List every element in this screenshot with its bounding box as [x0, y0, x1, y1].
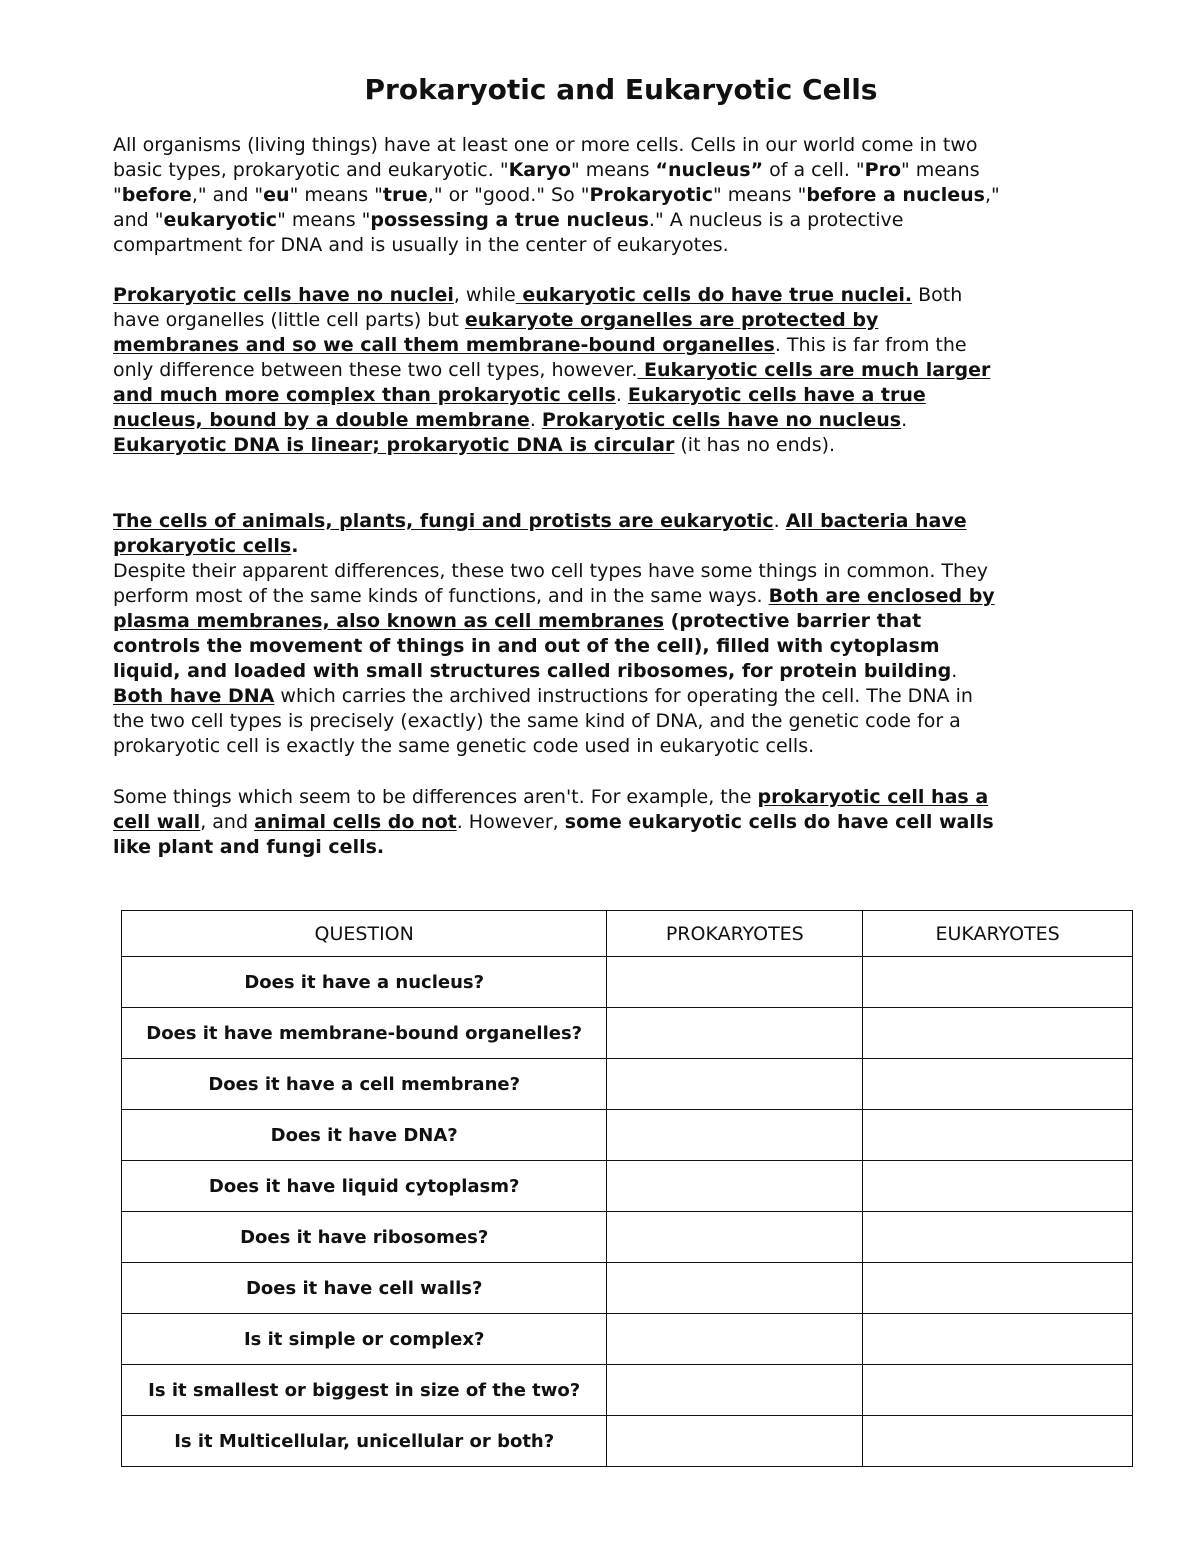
bold-emphasis: controls the movement of things in and out of the cell), filled with cytoplasm [113, 635, 940, 657]
underlined-emphasis: plasma membranes, also known as cell membranes [113, 610, 665, 632]
table-header-row [122, 911, 1133, 957]
question-cell: Does it have ribosomes? [122, 1212, 607, 1263]
prokaryotes-answer-cell[interactable] [607, 1212, 863, 1263]
text-line [113, 534, 1123, 559]
table-row [122, 1212, 1133, 1263]
text-run: " means [901, 159, 980, 181]
text-line [113, 158, 1123, 183]
text-run: Some things which seem to be differences aren't. For example, the [113, 786, 758, 808]
prokaryotes-answer-cell[interactable] [607, 1314, 863, 1365]
bold-emphasis: possessing a true nucleus [370, 209, 649, 231]
text-line [113, 133, 1123, 158]
bold-emphasis: Pro [864, 159, 902, 181]
text-line [113, 785, 1123, 810]
text-run: the two cell types is precisely (exactly) the same kind of DNA, and the genetic code for a [113, 710, 961, 732]
question-cell: Is it smallest or biggest in size of the two? [122, 1365, 607, 1416]
text-run: Despite their apparent differences, these two cell types have some things in common. They [113, 560, 989, 582]
underlined-emphasis: membranes and so we call them membrane-bound organelles [113, 334, 775, 356]
question-cell: Does it have a cell membrane? [122, 1059, 607, 1110]
underlined-emphasis: Eukaryotic DNA is linear; prokaryotic DNA is circular [113, 434, 675, 456]
text-run: Both [912, 284, 963, 306]
table-row [122, 1059, 1133, 1110]
text-run: . This is far from the [774, 334, 967, 356]
bold-emphasis: eukaryotic [163, 209, 278, 231]
table-row [122, 1161, 1133, 1212]
text-line [113, 383, 1123, 408]
text-line [113, 584, 1123, 609]
bold-emphasis: some eukaryotic cells do have cell walls [564, 811, 994, 833]
eukaryotes-answer-cell[interactable] [863, 1314, 1133, 1365]
table-row [122, 957, 1133, 1008]
question-cell: Is it Multicellular, unicellular or both? [122, 1416, 607, 1467]
text-line [113, 734, 1123, 759]
prokaryotes-answer-cell[interactable] [607, 1059, 863, 1110]
bold-emphasis: Karyo [508, 159, 571, 181]
text-line [113, 684, 1123, 709]
bold-emphasis: eu [263, 184, 290, 206]
text-run: ," [984, 184, 1000, 206]
text-line [113, 333, 1123, 358]
header-prokaryotes: PROKARYOTES [607, 911, 863, 957]
underlined-emphasis: cell wall [113, 811, 201, 833]
eukaryotes-answer-cell[interactable] [863, 1161, 1133, 1212]
header-question: QUESTION [122, 911, 607, 957]
text-run: (it has no ends). [674, 434, 836, 456]
underlined-emphasis: Prokaryotic cells have no nuclei [113, 284, 454, 306]
text-run: . However, [456, 811, 565, 833]
similarities-paragraph [113, 509, 1123, 759]
text-line [113, 433, 1123, 458]
bold-emphasis: (protective barrier that [664, 610, 922, 632]
text-line [113, 408, 1123, 433]
bold-emphasis: before [121, 184, 192, 206]
text-run: . [901, 409, 908, 431]
text-run: . [615, 384, 628, 406]
table-row [122, 1008, 1133, 1059]
text-run: and " [113, 209, 164, 231]
text-run: basic types, prokaryotic and eukaryotic. " [113, 159, 509, 181]
prokaryotes-answer-cell[interactable] [607, 1008, 863, 1059]
question-cell: Does it have liquid cytoplasm? [122, 1161, 607, 1212]
question-cell: Does it have DNA? [122, 1110, 607, 1161]
bold-emphasis: “nucleus” [655, 159, 764, 181]
text-run: . [951, 660, 958, 682]
bold-emphasis: true [382, 184, 428, 206]
text-line [113, 709, 1123, 734]
text-run: " means " [289, 184, 383, 206]
table-row [122, 1263, 1133, 1314]
text-run: . [773, 510, 786, 532]
bold-emphasis: liquid, and loaded with small structures called ribosomes, for protein building [113, 660, 952, 682]
text-line [113, 835, 1123, 860]
prokaryotes-answer-cell[interactable] [607, 1110, 863, 1161]
underlined-emphasis: All bacteria have [785, 510, 967, 532]
eukaryotes-answer-cell[interactable] [863, 1416, 1133, 1467]
underlined-emphasis: Both have DNA [113, 685, 275, 707]
eukaryotes-answer-cell[interactable] [863, 1365, 1133, 1416]
question-cell: Does it have membrane-bound organelles? [122, 1008, 607, 1059]
text-run: perform most of the same kinds of functions, and in the same ways. [113, 585, 769, 607]
eukaryotes-answer-cell[interactable] [863, 1110, 1133, 1161]
bold-emphasis: like plant and fungi cells. [113, 836, 385, 858]
text-line [113, 659, 1123, 684]
prokaryotes-answer-cell[interactable] [607, 1161, 863, 1212]
text-run: " means " [277, 209, 371, 231]
text-line [113, 559, 1123, 584]
prokaryotes-answer-cell[interactable] [607, 957, 863, 1008]
underlined-emphasis: Eukaryotic cells have a true [627, 384, 926, 406]
text-run: compartment for DNA and is usually in the center of eukaryotes. [113, 234, 729, 256]
text-line [113, 358, 1123, 383]
underlined-emphasis: and much more complex than prokaryotic cells [113, 384, 616, 406]
underlined-emphasis: eukaryote organelles are protected by [464, 309, 879, 331]
underlined-emphasis: prokaryotic cells [113, 535, 292, 557]
text-run: , and [200, 811, 255, 833]
table-body [122, 957, 1133, 1467]
text-run: . [529, 409, 542, 431]
underlined-emphasis: Eukaryotic cells are much larger [637, 359, 991, 381]
text-run: have organelles (little cell parts) but [113, 309, 465, 331]
underlined-emphasis: Prokaryotic cells have no nucleus [541, 409, 902, 431]
text-run: ." A nucleus is a protective [648, 209, 904, 231]
table-row [122, 1365, 1133, 1416]
prokaryotes-answer-cell[interactable] [607, 1365, 863, 1416]
text-run: ," and " [191, 184, 264, 206]
text-line [113, 810, 1123, 835]
underlined-emphasis: eukaryotic cells do have true nuclei. [515, 284, 913, 306]
bold-emphasis: before a nucleus [806, 184, 985, 206]
underlined-emphasis: Both are enclosed by [768, 585, 995, 607]
text-line [113, 634, 1123, 659]
text-run: " [113, 184, 122, 206]
text-line [113, 283, 1123, 308]
text-run: only difference between these two cell types, however. [113, 359, 638, 381]
eukaryotes-answer-cell[interactable] [863, 1059, 1133, 1110]
eukaryotes-answer-cell[interactable] [863, 1263, 1133, 1314]
underlined-emphasis: The cells of animals, plants, fungi and protists are eukaryotic [113, 510, 774, 532]
text-run: All organisms (living things) have at least one or more cells. Cells in our world come in two [113, 134, 978, 156]
header-eukaryotes: EUKARYOTES [863, 911, 1133, 957]
bold-emphasis: Prokaryotic [589, 184, 713, 206]
table-row [122, 1416, 1133, 1467]
text-run: which carries the archived instructions for operating the cell. The DNA in [274, 685, 973, 707]
text-run: , while [453, 284, 516, 306]
intro-paragraph [113, 133, 1123, 258]
text-line [113, 509, 1123, 534]
text-line [113, 183, 1123, 208]
page-title: Prokaryotic and Eukaryotic Cells [364, 73, 878, 106]
question-cell: Is it simple or complex? [122, 1314, 607, 1365]
underlined-emphasis: prokaryotic cell has a [757, 786, 989, 808]
text-line [113, 208, 1123, 233]
text-run: " means [570, 159, 656, 181]
eukaryotes-answer-cell[interactable] [863, 957, 1133, 1008]
question-cell: Does it have cell walls? [122, 1263, 607, 1314]
bold-emphasis: . [291, 535, 299, 557]
text-run: of a cell. " [763, 159, 865, 181]
cell-wall-paragraph [113, 785, 1123, 860]
eukaryotes-answer-cell[interactable] [863, 1008, 1133, 1059]
prokaryotes-answer-cell[interactable] [607, 1416, 863, 1467]
prokaryotes-answer-cell[interactable] [607, 1263, 863, 1314]
underlined-emphasis: animal cells do not [254, 811, 457, 833]
text-line [113, 233, 1123, 258]
text-run: " means " [712, 184, 807, 206]
text-line [113, 609, 1123, 634]
text-run: ," or "good." So " [427, 184, 590, 206]
table-row [122, 1110, 1133, 1161]
differences-paragraph [113, 283, 1123, 458]
underlined-emphasis: nucleus, bound by a double membrane [113, 409, 530, 431]
eukaryotes-answer-cell[interactable] [863, 1212, 1133, 1263]
table-row [122, 1314, 1133, 1365]
comparison-table [121, 910, 1133, 1467]
text-line [113, 308, 1123, 333]
text-run: prokaryotic cell is exactly the same genetic code used in eukaryotic cells. [113, 735, 815, 757]
question-cell: Does it have a nucleus? [122, 957, 607, 1008]
